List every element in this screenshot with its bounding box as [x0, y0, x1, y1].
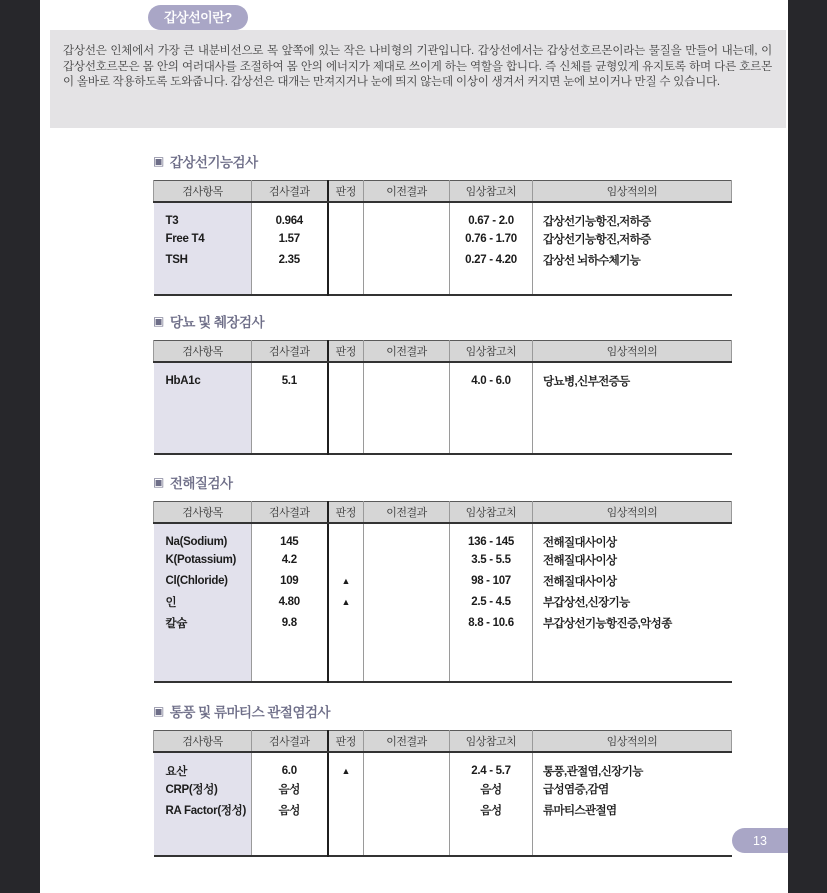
table-row	[154, 779, 732, 800]
cell-item: Free T4	[154, 229, 252, 250]
table-row	[154, 613, 732, 634]
cell-previous	[364, 550, 450, 571]
column-header-reference: 임상참고치	[450, 181, 533, 202]
cell-item: HbA1c	[154, 362, 252, 389]
cell-flag	[328, 779, 364, 800]
cell-reference: 98 - 107	[450, 571, 533, 592]
cell-empty	[533, 389, 732, 455]
cell-reference: 2.5 - 4.5	[450, 592, 533, 613]
cell-empty	[450, 634, 533, 683]
cell-reference: 0.67 - 2.0	[450, 202, 533, 229]
cell-flag	[328, 800, 364, 821]
cell-result: 145	[252, 523, 328, 550]
column-header-flag: 판정	[328, 502, 364, 523]
cell-reference: 0.27 - 4.20	[450, 250, 533, 271]
cell-item: 칼슘	[154, 613, 252, 634]
result-table	[153, 501, 732, 683]
cell-previous	[364, 800, 450, 821]
cell-empty	[328, 821, 364, 857]
cell-reference: 136 - 145	[450, 523, 533, 550]
cell-item: 인	[154, 592, 252, 613]
table-header-row	[154, 341, 732, 362]
table-filler-row	[154, 271, 732, 296]
column-header-significance: 임상적의의	[533, 502, 732, 523]
cell-item: RA Factor(정성)	[154, 800, 252, 821]
cell-item: 요산	[154, 752, 252, 779]
table-row	[154, 550, 732, 571]
column-header-result: 검사결과	[252, 502, 328, 523]
cell-empty	[154, 271, 252, 296]
section-title-text: 갑상선기능검사	[169, 155, 258, 170]
cell-previous	[364, 613, 450, 634]
cell-previous	[364, 571, 450, 592]
intro-text: 갑상선은 인체에서 가장 큰 내분비선으로 목 앞쪽에 있는 작은 나비형의 기관입니다. 갑상선에서는 갑상선호르몬이라는 물질을 만들어 내는데, 이 갑상선호르몬은 몸 안의 여러대사를 조절하여 몸 안의 에너지가 제대로 쓰이게 하는 역할을 합니다. 즉 신체를 균형있게 유지토록 하며 다른 호르몬이 올바로 작용하도록 도와줍니다. 갑상선은 대개는 만져지거나 눈에 띄지 않는데 이상이 생겨서 커지면 눈에 보이거나 만질 수 있습니다.	[63, 45, 772, 88]
cell-previous	[364, 362, 450, 389]
table-row	[154, 800, 732, 821]
section-title	[153, 472, 731, 492]
column-header-significance: 임상적의의	[533, 731, 732, 752]
cell-significance: 전해질대사이상	[543, 555, 617, 567]
column-header-significance: 임상적의의	[533, 181, 732, 202]
column-header-previous: 이전결과	[364, 502, 450, 523]
section-title	[153, 151, 731, 171]
table-filler-row	[154, 389, 732, 455]
column-header-item: 검사항목	[154, 731, 252, 752]
cell-flag	[328, 202, 364, 229]
column-header-significance: 임상적의의	[533, 341, 732, 362]
section-title	[153, 311, 731, 331]
cell-reference: 3.5 - 5.5	[450, 550, 533, 571]
cell-empty	[252, 634, 328, 683]
cell-empty	[533, 634, 732, 683]
test-section	[153, 311, 731, 455]
column-header-previous: 이전결과	[364, 341, 450, 362]
high-flag-icon: ▲	[341, 765, 351, 776]
column-header-reference: 임상참고치	[450, 341, 533, 362]
cell-significance: 부갑상선기능항진증,악성종	[543, 618, 672, 630]
cell-empty	[154, 821, 252, 857]
section-title-text: 통풍 및 류마티스 관절염검사	[169, 705, 331, 720]
test-section	[153, 472, 731, 683]
cell-empty	[252, 389, 328, 455]
table-header-row	[154, 181, 732, 202]
column-header-item: 검사항목	[154, 502, 252, 523]
cell-result: 음성	[252, 779, 328, 800]
cell-empty	[533, 271, 732, 296]
column-header-result: 검사결과	[252, 341, 328, 362]
cell-result: 6.0	[252, 752, 328, 779]
cell-significance: 갑상선기능항진,저하증	[543, 215, 651, 228]
cell-empty	[364, 821, 450, 857]
cell-result: 1.57	[252, 229, 328, 250]
cell-previous	[364, 202, 450, 229]
column-header-flag: 판정	[328, 731, 364, 752]
table-row	[154, 752, 732, 779]
cell-previous	[364, 250, 450, 271]
cell-result: 음성	[252, 800, 328, 821]
cell-result: 4.80	[252, 592, 328, 613]
cell-result: 4.2	[252, 550, 328, 571]
column-header-item: 검사항목	[154, 341, 252, 362]
cell-significance: 급성염증,감염	[543, 784, 609, 796]
cell-item: T3	[154, 202, 252, 229]
cell-result: 109	[252, 571, 328, 592]
column-header-flag: 판정	[328, 341, 364, 362]
square-bullet-icon: ▣	[153, 475, 164, 489]
square-bullet-icon: ▣	[153, 154, 164, 168]
section-title-text: 전해질검사	[169, 476, 233, 491]
column-header-reference: 임상참고치	[450, 502, 533, 523]
cell-result: 0.964	[252, 202, 328, 229]
section-title	[153, 701, 731, 721]
cell-empty	[154, 389, 252, 455]
cell-empty	[364, 389, 450, 455]
intro-box	[50, 30, 786, 128]
cell-result: 2.35	[252, 250, 328, 271]
cell-flag	[328, 229, 364, 250]
cell-empty	[252, 821, 328, 857]
table-header-row	[154, 502, 732, 523]
cell-significance: 부갑상선,신장기능	[543, 597, 630, 609]
cell-empty	[252, 271, 328, 296]
cell-significance: 갑상선 뇌하수체기능	[543, 255, 641, 267]
cell-empty	[154, 634, 252, 683]
cell-previous	[364, 523, 450, 550]
cell-item: Cl(Chloride)	[154, 571, 252, 592]
table-row	[154, 592, 732, 613]
cell-reference: 8.8 - 10.6	[450, 613, 533, 634]
cell-previous	[364, 229, 450, 250]
high-flag-icon: ▲	[341, 597, 351, 607]
test-section	[153, 151, 731, 296]
cell-item: TSH	[154, 250, 252, 271]
cell-flag	[328, 613, 364, 634]
result-table	[153, 730, 732, 857]
column-header-flag: 판정	[328, 181, 364, 202]
cell-significance: 전해질대사이상	[543, 576, 617, 588]
table-row	[154, 362, 732, 389]
test-section	[153, 701, 731, 857]
high-flag-icon: ▲	[341, 576, 351, 586]
cell-previous	[364, 779, 450, 800]
cell-reference: 4.0 - 6.0	[450, 362, 533, 389]
cell-empty	[533, 821, 732, 857]
table-row	[154, 571, 732, 592]
cell-significance: 갑상선기능항진,저하증	[543, 234, 651, 246]
column-header-item: 검사항목	[154, 181, 252, 202]
result-table	[153, 180, 732, 296]
cell-flag	[328, 523, 364, 550]
cell-empty	[450, 821, 533, 857]
cell-significance: 류마티스관절염	[543, 805, 617, 817]
column-header-result: 검사결과	[252, 181, 328, 202]
table-row	[154, 202, 732, 229]
cell-significance: 전해질대사이상	[543, 536, 617, 549]
section-title-text: 당뇨 및 췌장검사	[169, 315, 265, 330]
page-number-badge: 13	[732, 828, 788, 853]
intro-badge: 갑상선이란?	[148, 5, 248, 30]
cell-empty	[328, 389, 364, 455]
cell-flag	[328, 362, 364, 389]
cell-empty	[328, 271, 364, 296]
cell-item: CRP(정성)	[154, 779, 252, 800]
table-row	[154, 523, 732, 550]
cell-result: 5.1	[252, 362, 328, 389]
cell-significance: 당뇨병,신부전증등	[543, 375, 630, 388]
cell-reference: 0.76 - 1.70	[450, 229, 533, 250]
cell-significance: 통풍,관절염,신장기능	[543, 765, 643, 778]
column-header-previous: 이전결과	[364, 731, 450, 752]
cell-flag	[328, 550, 364, 571]
cell-reference: 음성	[450, 779, 533, 800]
cell-flag	[328, 250, 364, 271]
column-header-previous: 이전결과	[364, 181, 450, 202]
cell-item: Na(Sodium)	[154, 523, 252, 550]
table-row	[154, 250, 732, 271]
cell-empty	[450, 271, 533, 296]
table-filler-row	[154, 634, 732, 683]
table-row	[154, 229, 732, 250]
table-header-row	[154, 731, 732, 752]
cell-empty	[364, 271, 450, 296]
column-header-result: 검사결과	[252, 731, 328, 752]
cell-empty	[364, 634, 450, 683]
square-bullet-icon: ▣	[153, 704, 164, 718]
result-table	[153, 340, 732, 455]
cell-reference: 2.4 - 5.7	[450, 752, 533, 779]
column-header-reference: 임상참고치	[450, 731, 533, 752]
cell-item: K(Potassium)	[154, 550, 252, 571]
square-bullet-icon: ▣	[153, 314, 164, 328]
document-page	[40, 0, 788, 893]
table-filler-row	[154, 821, 732, 857]
cell-reference: 음성	[450, 800, 533, 821]
cell-previous	[364, 752, 450, 779]
cell-empty	[450, 389, 533, 455]
cell-previous	[364, 592, 450, 613]
cell-empty	[328, 634, 364, 683]
cell-result: 9.8	[252, 613, 328, 634]
